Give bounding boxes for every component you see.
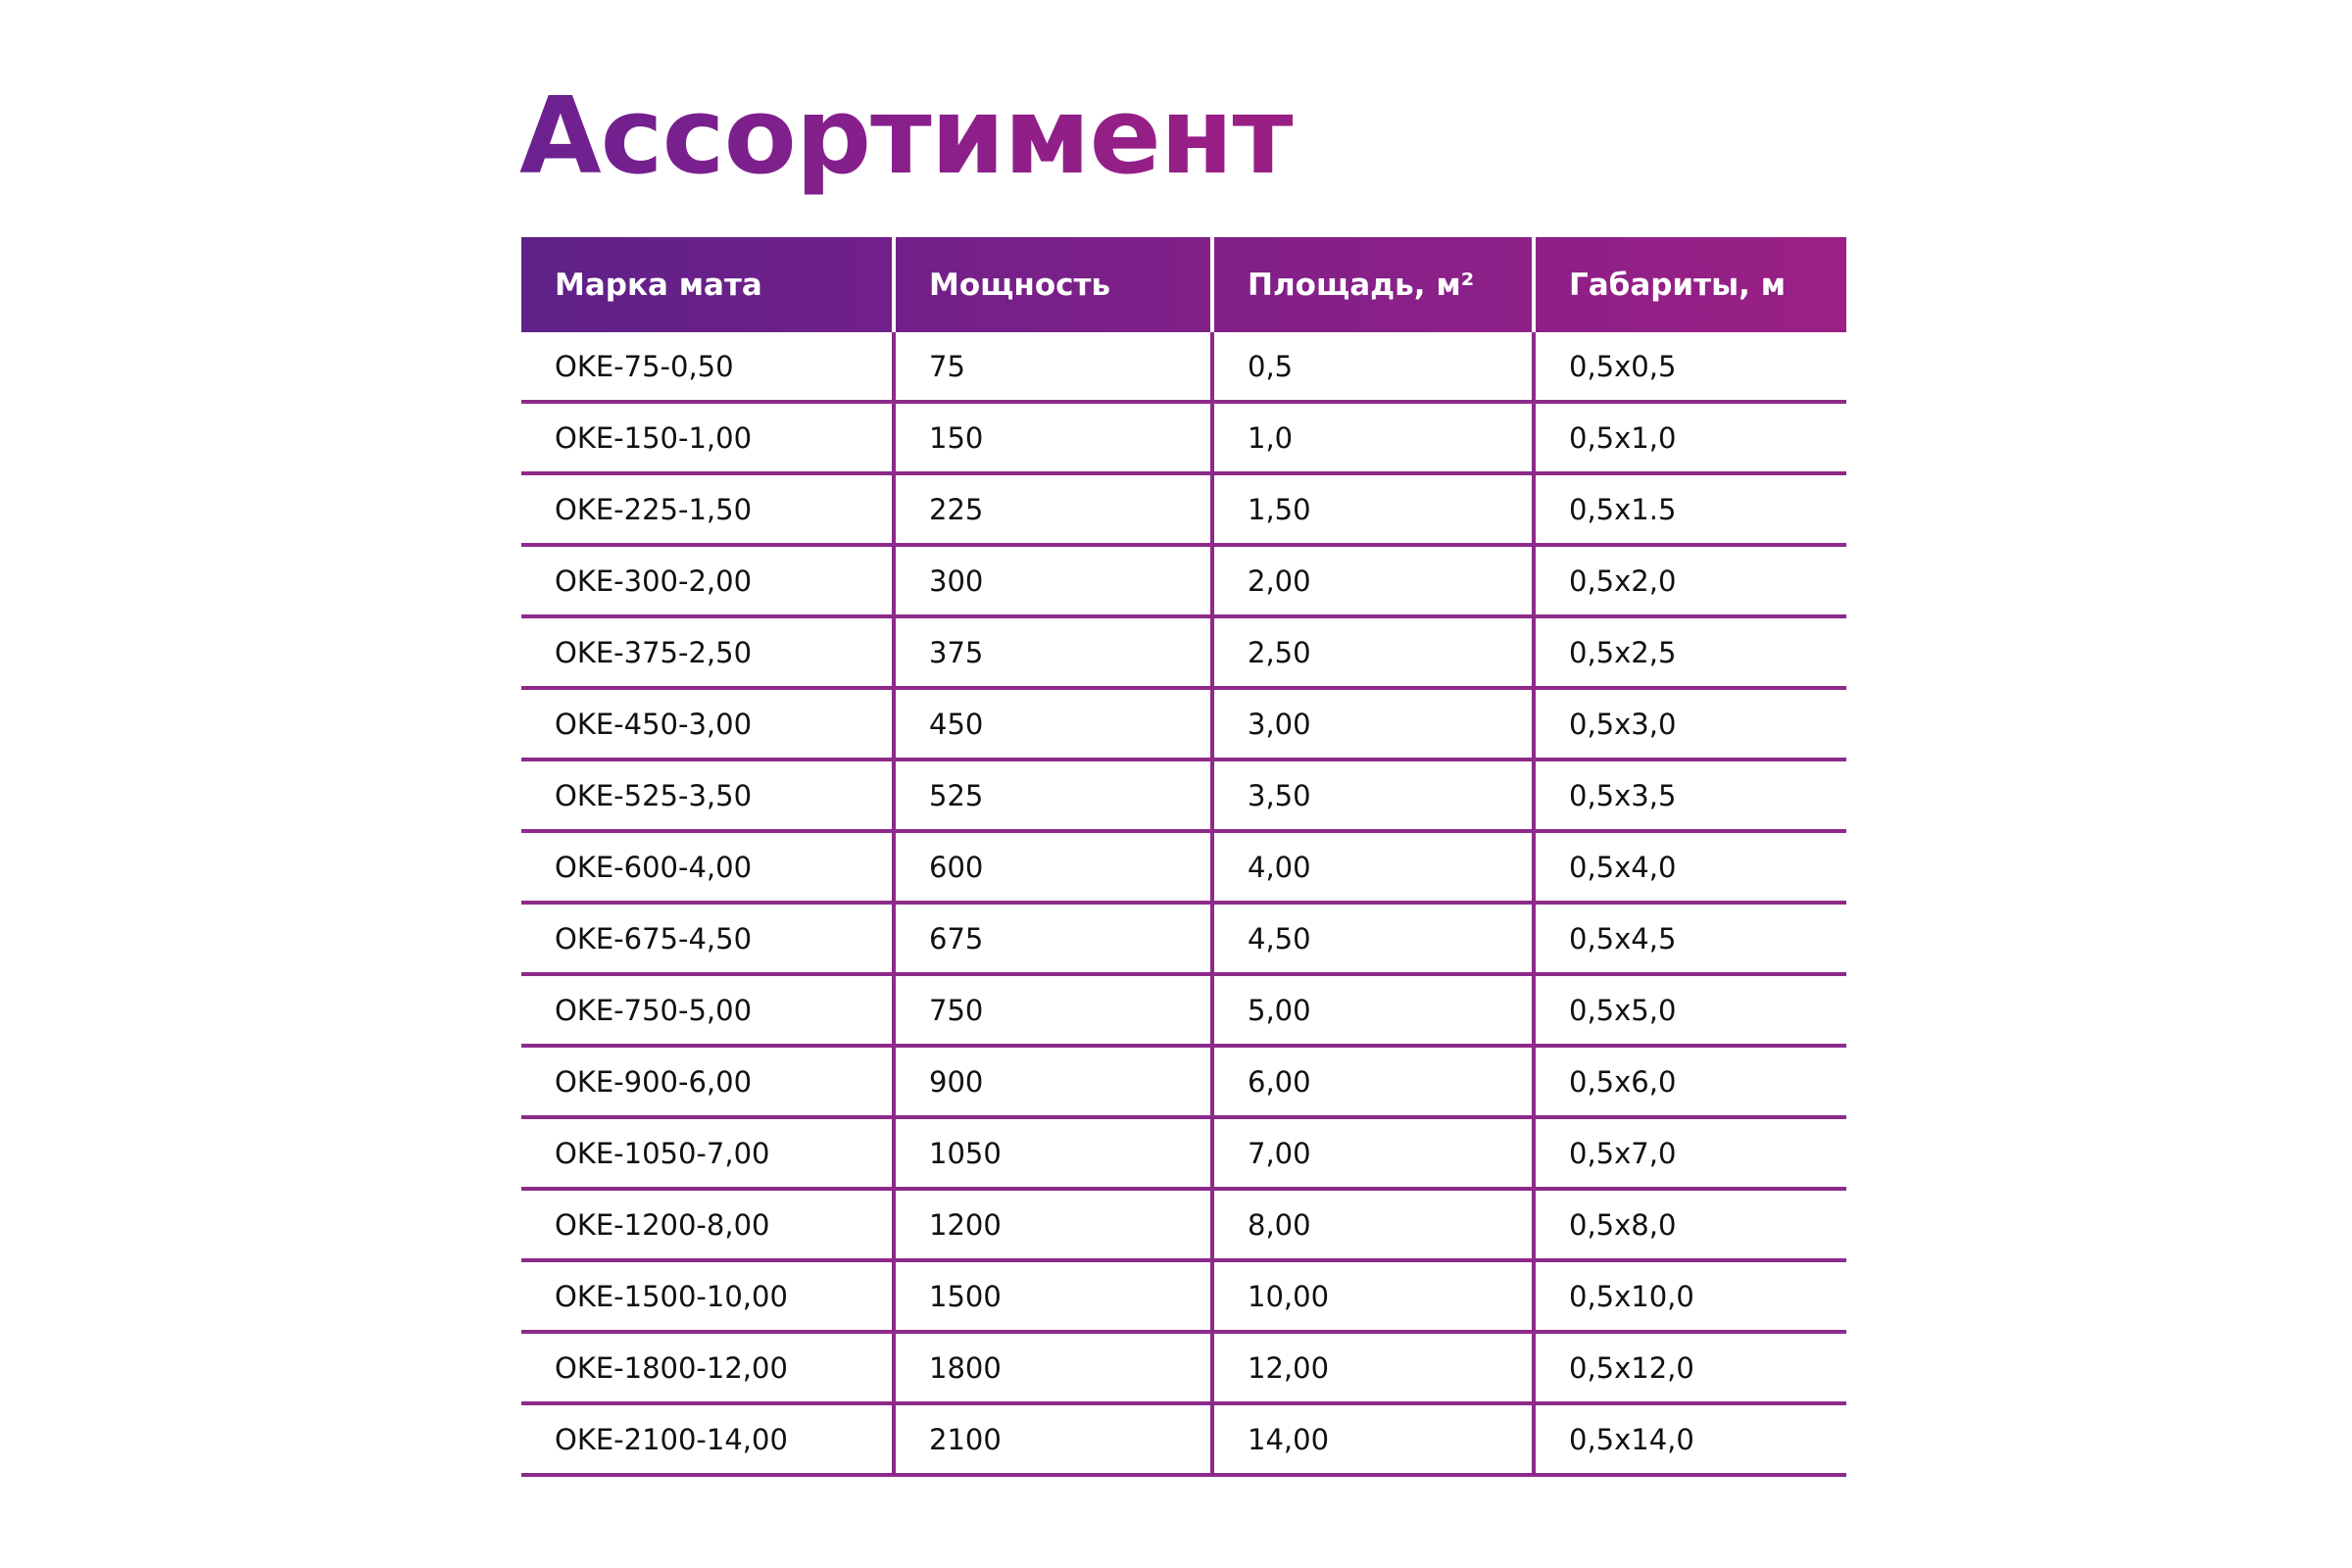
cell-power: 450 bbox=[894, 688, 1212, 760]
cell-dimensions: 0,5x1,0 bbox=[1534, 402, 1846, 473]
table-row bbox=[521, 332, 1846, 402]
cell-dimensions: 0,5x1.5 bbox=[1534, 473, 1846, 545]
cell-area: 12,00 bbox=[1212, 1332, 1534, 1403]
cell-power: 600 bbox=[894, 831, 1212, 903]
table-row bbox=[521, 903, 1846, 974]
cell-mat-model: OKE-150-1,00 bbox=[521, 402, 894, 473]
cell-mat-model: OKE-525-3,50 bbox=[521, 760, 894, 831]
cell-dimensions: 0,5x3,0 bbox=[1534, 688, 1846, 760]
table-row bbox=[521, 473, 1846, 545]
table-row bbox=[521, 831, 1846, 903]
cell-area: 0,5 bbox=[1212, 332, 1534, 402]
cell-mat-model: OKE-1200-8,00 bbox=[521, 1189, 894, 1260]
cell-area: 4,50 bbox=[1212, 903, 1534, 974]
table-row bbox=[521, 760, 1846, 831]
cell-mat-model: OKE-600-4,00 bbox=[521, 831, 894, 903]
cell-mat-model: OKE-450-3,00 bbox=[521, 688, 894, 760]
column-header-power: Мощность bbox=[894, 237, 1212, 332]
cell-power: 75 bbox=[894, 332, 1212, 402]
column-header-area: Площадь, м² bbox=[1212, 237, 1534, 332]
table-row bbox=[521, 616, 1846, 688]
cell-area: 2,00 bbox=[1212, 545, 1534, 616]
table-header bbox=[521, 237, 1846, 332]
table-row bbox=[521, 688, 1846, 760]
cell-mat-model: OKE-900-6,00 bbox=[521, 1046, 894, 1117]
cell-power: 300 bbox=[894, 545, 1212, 616]
table-row bbox=[521, 1332, 1846, 1403]
cell-area: 5,00 bbox=[1212, 974, 1534, 1046]
cell-area: 14,00 bbox=[1212, 1403, 1534, 1475]
cell-power: 375 bbox=[894, 616, 1212, 688]
cell-area: 3,50 bbox=[1212, 760, 1534, 831]
cell-power: 1200 bbox=[894, 1189, 1212, 1260]
table-row bbox=[521, 402, 1846, 473]
cell-mat-model: OKE-1050-7,00 bbox=[521, 1117, 894, 1189]
cell-area: 6,00 bbox=[1212, 1046, 1534, 1117]
cell-area: 3,00 bbox=[1212, 688, 1534, 760]
cell-mat-model: OKE-75-0,50 bbox=[521, 332, 894, 402]
cell-dimensions: 0,5x10,0 bbox=[1534, 1260, 1846, 1332]
cell-dimensions: 0,5x5,0 bbox=[1534, 974, 1846, 1046]
table-row bbox=[521, 1403, 1846, 1475]
column-header-dimensions: Габариты, м bbox=[1534, 237, 1846, 332]
cell-power: 675 bbox=[894, 903, 1212, 974]
cell-area: 2,50 bbox=[1212, 616, 1534, 688]
cell-mat-model: OKE-675-4,50 bbox=[521, 903, 894, 974]
cell-power: 150 bbox=[894, 402, 1212, 473]
cell-mat-model: OKE-750-5,00 bbox=[521, 974, 894, 1046]
cell-dimensions: 0,5x2,0 bbox=[1534, 545, 1846, 616]
table-row bbox=[521, 1260, 1846, 1332]
cell-dimensions: 0,5x12,0 bbox=[1534, 1332, 1846, 1403]
cell-dimensions: 0,5x8,0 bbox=[1534, 1189, 1846, 1260]
column-header-mat-model: Марка мата bbox=[555, 267, 762, 303]
cell-area: 8,00 bbox=[1212, 1189, 1534, 1260]
table-row bbox=[521, 1189, 1846, 1260]
cell-dimensions: 0,5x14,0 bbox=[1534, 1403, 1846, 1475]
cell-area: 7,00 bbox=[1212, 1117, 1534, 1189]
cell-area: 1,0 bbox=[1212, 402, 1534, 473]
page-title: Ассортимент bbox=[519, 71, 1293, 204]
cell-dimensions: 0,5x4,5 bbox=[1534, 903, 1846, 974]
cell-power: 900 bbox=[894, 1046, 1212, 1117]
assortment-table bbox=[521, 237, 1846, 1477]
cell-dimensions: 0,5x7,0 bbox=[1534, 1117, 1846, 1189]
assortment-table-container bbox=[521, 237, 1846, 1477]
table-row bbox=[521, 545, 1846, 616]
cell-dimensions: 0,5x4,0 bbox=[1534, 831, 1846, 903]
cell-mat-model: OKE-1800-12,00 bbox=[521, 1332, 894, 1403]
cell-area: 1,50 bbox=[1212, 473, 1534, 545]
table-row bbox=[521, 974, 1846, 1046]
cell-mat-model: OKE-225-1,50 bbox=[521, 473, 894, 545]
cell-power: 750 bbox=[894, 974, 1212, 1046]
cell-dimensions: 0,5x3,5 bbox=[1534, 760, 1846, 831]
cell-dimensions: 0,5x2,5 bbox=[1534, 616, 1846, 688]
cell-area: 10,00 bbox=[1212, 1260, 1534, 1332]
cell-power: 1050 bbox=[894, 1117, 1212, 1189]
cell-mat-model: OKE-375-2,50 bbox=[521, 616, 894, 688]
cell-power: 525 bbox=[894, 760, 1212, 831]
table-body bbox=[521, 332, 1846, 1475]
cell-power: 225 bbox=[894, 473, 1212, 545]
cell-power: 2100 bbox=[894, 1403, 1212, 1475]
cell-dimensions: 0,5x6,0 bbox=[1534, 1046, 1846, 1117]
cell-dimensions: 0,5x0,5 bbox=[1534, 332, 1846, 402]
cell-mat-model: OKE-300-2,00 bbox=[521, 545, 894, 616]
cell-mat-model: OKE-1500-10,00 bbox=[521, 1260, 894, 1332]
table-header-row bbox=[521, 237, 1846, 332]
table-row bbox=[521, 1046, 1846, 1117]
cell-power: 1500 bbox=[894, 1260, 1212, 1332]
table-row bbox=[521, 1117, 1846, 1189]
cell-area: 4,00 bbox=[1212, 831, 1534, 903]
cell-power: 1800 bbox=[894, 1332, 1212, 1403]
cell-mat-model: OKE-2100-14,00 bbox=[521, 1403, 894, 1475]
